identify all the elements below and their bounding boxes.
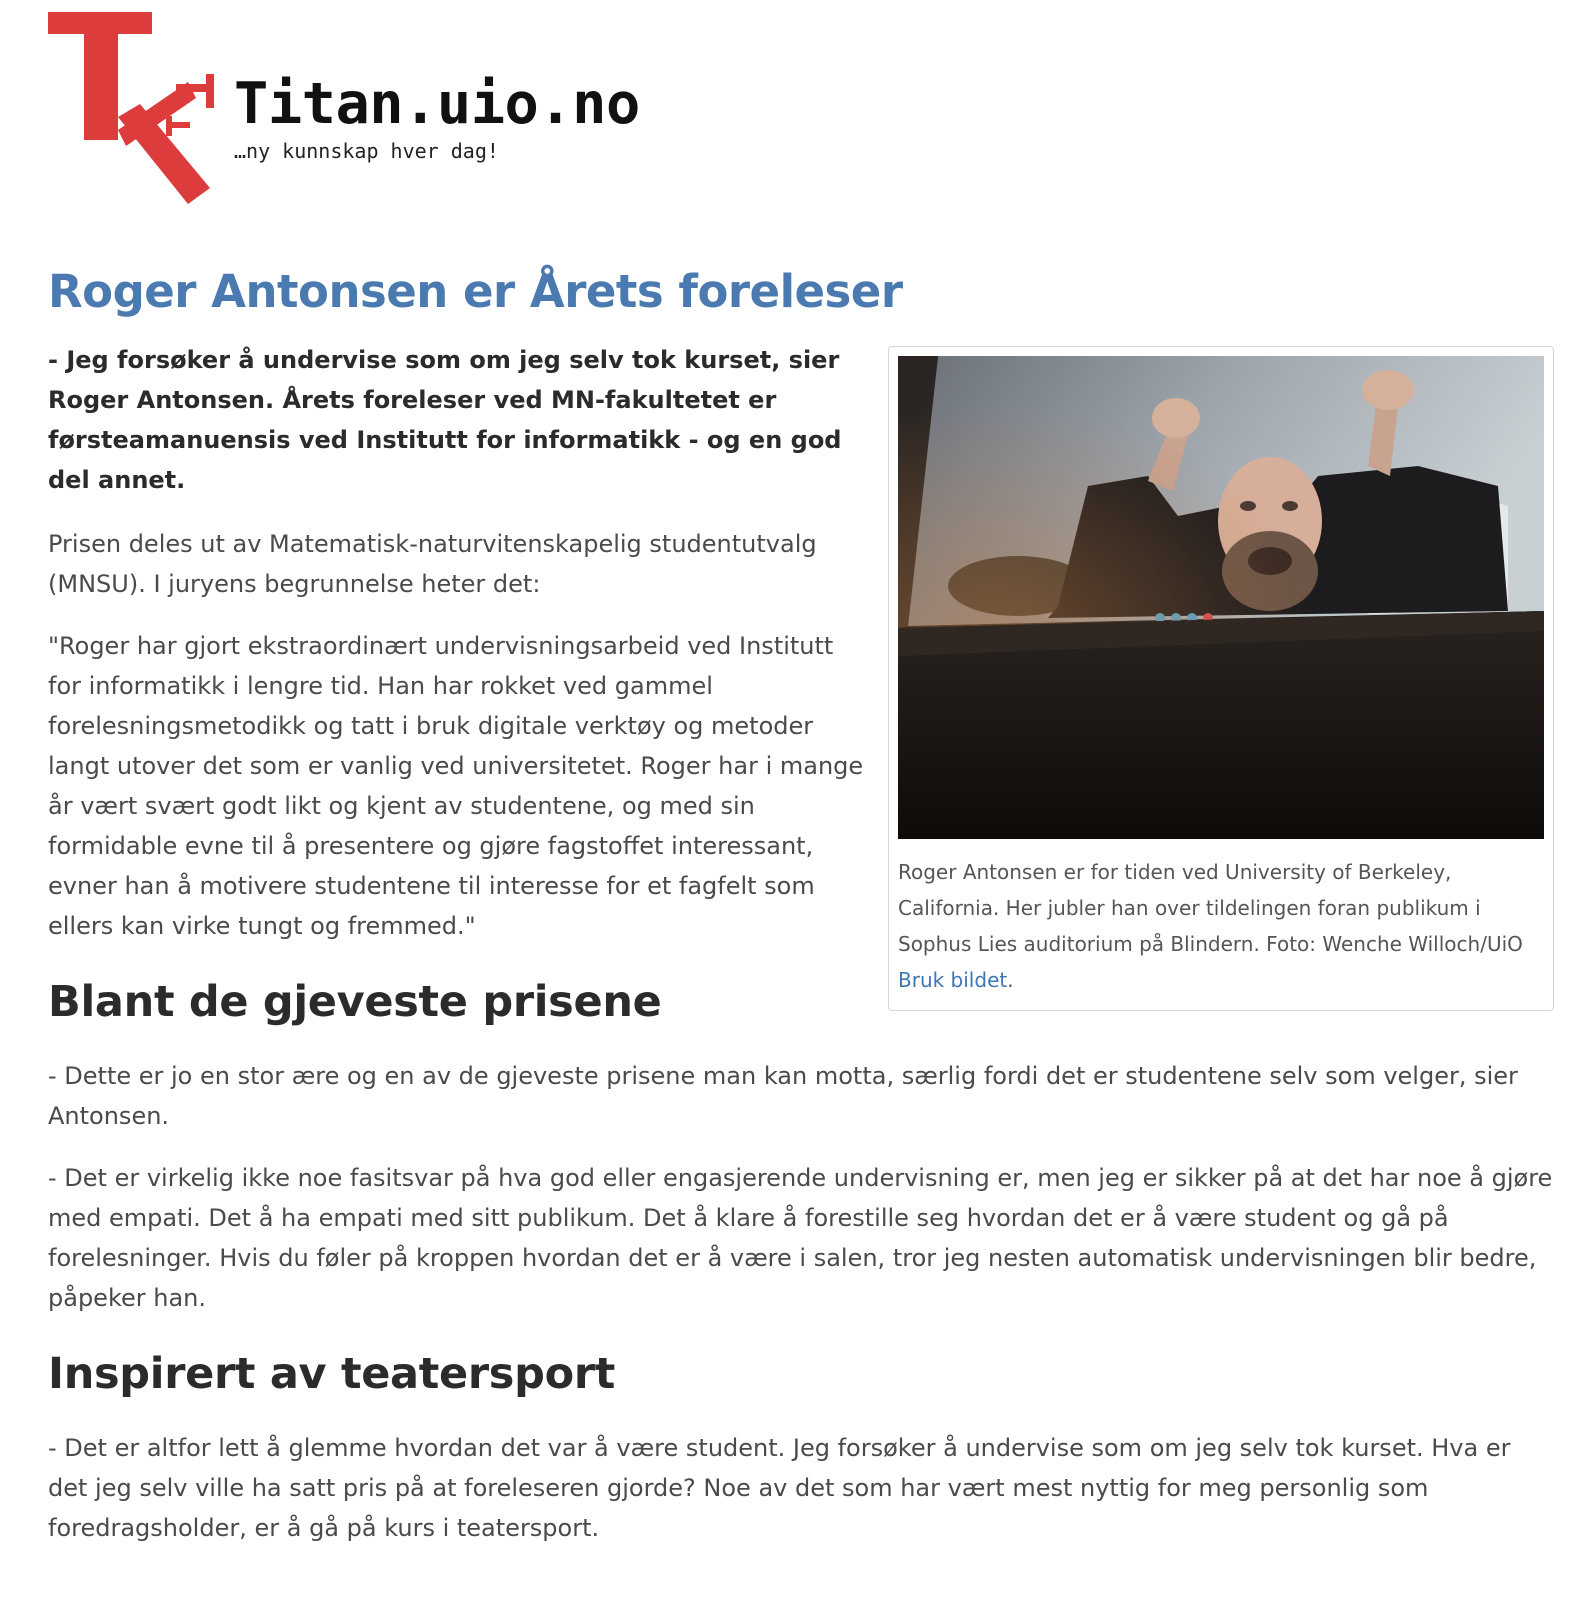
article-title: Roger Antonsen er Årets foreleser (48, 265, 903, 318)
section-heading-teatersport: Inspirert av teatersport (48, 1349, 615, 1399)
site-tagline: …ny kunnskap hver dag! (234, 139, 499, 163)
titan-logo-icon (48, 12, 224, 217)
article (48, 262, 1554, 1570)
paragraph-teatersport: - Det er altfor lett å glemme hvordan det var å være student. Jeg forsøker å undervise som om jeg selv tok kurset. Hva er det jeg selv ville ha satt pris på at foreleseren gjorde? Noe av det som har vært mest nyttig for meg personlig som foredragsholder, er å gå på kurs i teatersport. (48, 1434, 1511, 1542)
paragraph-empati: - Det er virkelig ikke noe fasitsvar på hva god eller engasjerende undervisning er, men jeg er sikker på at det har noe å gjøre med empati. Det å ha empati med sitt publikum. Det å klare å forestille seg hvordan det er å være student og gå på forelesninger. Hvis du føler på kroppen hvordan det er å være i salen, tror jeg nesten automatisk undervisningen blir bedre, påpeker han. (48, 1164, 1553, 1312)
site-title: Titan.uio.no (234, 71, 640, 137)
paragraph-stor-aere: - Dette er jo en stor ære og en av de gjeveste prisene man kan motta, særlig fordi det er studentene selv som velger, sier Antonsen. (48, 1062, 1518, 1130)
article-lead: - Jeg forsøker å undervise som om jeg selv tok kurset, sier Roger Antonsen. Årets foreleser ved MN-fakultetet er førsteamanuensis ved Institutt for informatikk - og en god del annet. (48, 346, 842, 494)
article-figure (888, 346, 1554, 1011)
paragraph-jury-quote: "Roger har gjort ekstraordinært undervisningsarbeid ved Institutt for informatikk i lengre tid. Han har rokket ved gammel forelesningsmetodikk og tatt i bruk digitale verktøy og metoder langt utover det som er vanlig ved universitetet. Roger har i mange år vært svært godt likt og kjent av studentene, og med sin formidable evne til å presentere og gjøre fagstoffet interessant, evner han å motivere studentene til interesse for et fagfelt som ellers kan virke tungt og fremmed." (48, 632, 864, 940)
paragraph-jury-intro: Prisen deles ut av Matematisk-naturvitenskapelig studentutvalg (MNSU). I juryens begrunnelse heter det: (48, 530, 817, 598)
site-logo[interactable] (48, 12, 748, 217)
caption-end: . (1007, 968, 1014, 992)
figure-caption (898, 854, 1544, 998)
section-heading-gjeveste: Blant de gjeveste prisene (48, 977, 662, 1027)
caption-text: Roger Antonsen er for tiden ved University of Berkeley, California. Her jubler han over tildelingen foran publikum i Sophus Lies auditorium på Blindern. Foto: Wenche Willoch/UiO (898, 860, 1523, 956)
use-image-link[interactable]: Bruk bildet (898, 968, 1008, 992)
article-photo[interactable] (898, 356, 1544, 839)
